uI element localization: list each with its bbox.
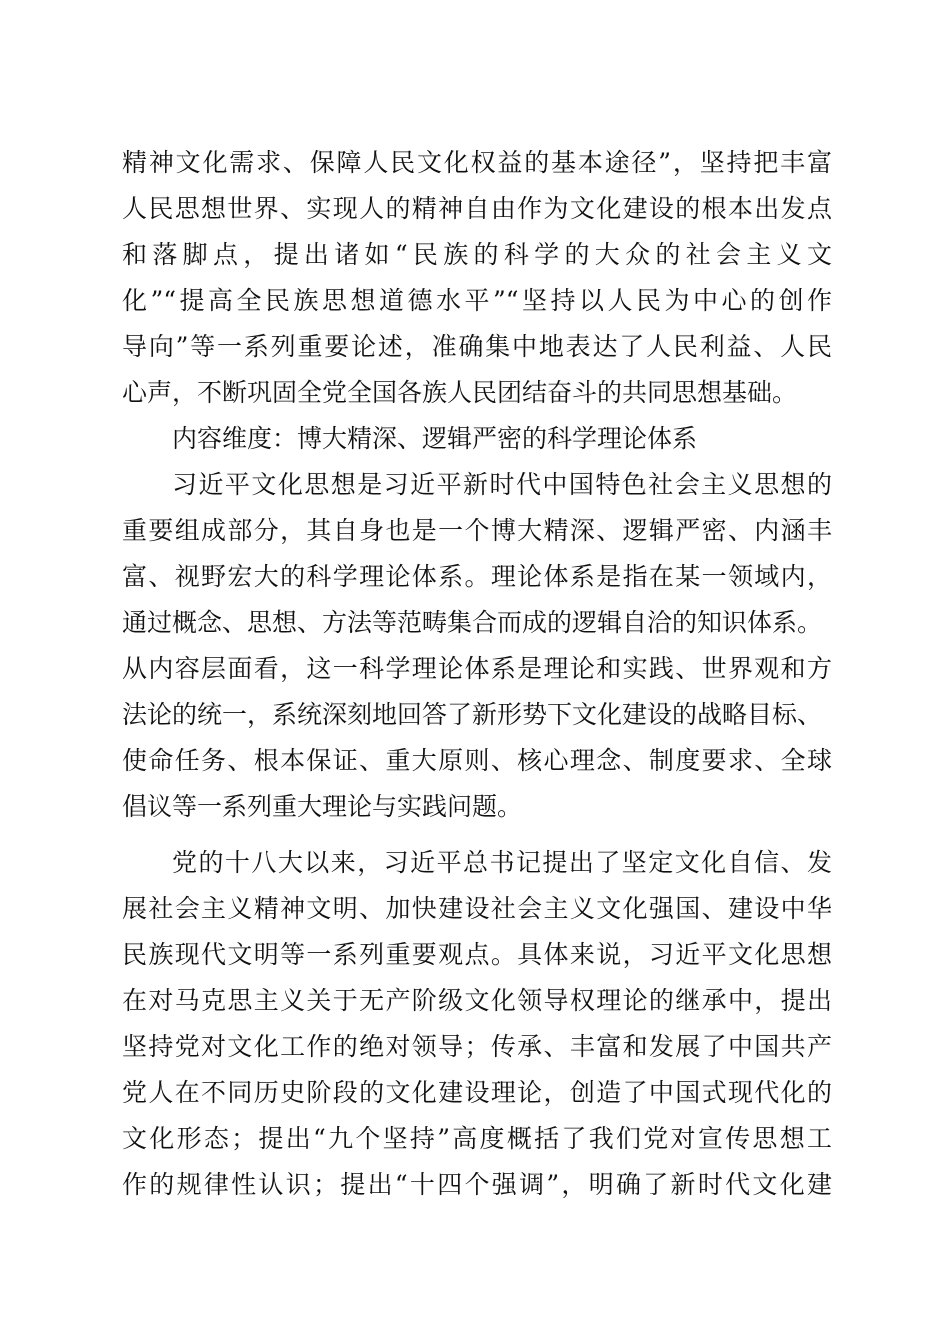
document-body [122,140,832,1208]
section-heading: 内容维度：博大精深、逻辑严密的科学理论体系 [172,424,698,453]
paragraph-2-line-3: 富、视野宏大的科学理论体系。理论体系是指在某一领域内， [122,562,832,591]
paragraph-3-line-2: 展社会主义精神文明、加快建设社会主义文化强国、建设中华 [122,894,832,923]
paragraph-3-line-7: 文化形态；提出“九个坚持”高度概括了我们党对宣传思想工 [122,1124,832,1153]
paragraph-3-line-5: 坚持党对文化工作的绝对领导；传承、丰富和发展了中国共产 [122,1032,832,1061]
paragraph-2-line-5: 从内容层面看，这一科学理论体系是理论和实践、世界观和方 [122,654,832,683]
paragraph-2-line-6: 法论的统一，系统深刻地回答了新形势下文化建设的战略目标、 [122,700,823,729]
paragraph-3-line-4: 在对马克思主义关于无产阶级文化领导权理论的继承中，提出 [122,986,832,1015]
paragraph-3-line-6: 党人在不同历史阶段的文化建设理论，创造了中国式现代化的 [122,1078,832,1107]
paragraph-2-line-4: 通过概念、思想、方法等范畴集合而成的逻辑自洽的知识体系。 [122,608,823,637]
paragraph-1-line-4: 化”“提高全民族思想道德水平”“坚持以人民为中心的创作 [122,286,832,315]
paragraph-2-line-7: 使命任务、根本保证、重大原则、核心理念、制度要求、全球 [122,746,832,775]
paragraph-2-line-1: 习近平文化思想是习近平新时代中国特色社会主义思想的 [172,470,832,499]
paragraph-1-line-1: 精神文化需求、保障人民文化权益的基本途径”，坚持把丰富 [122,148,832,177]
paragraph-1-line-3: 和落脚点，提出诸如“民族的科学的大众的社会主义文 [122,240,832,269]
paragraph-3-line-3: 民族现代文明等一系列重要观点。具体来说，习近平文化思想 [122,940,832,969]
paragraph-3-line-1: 党的十八大以来，习近平总书记提出了坚定文化自信、发 [172,848,832,877]
paragraph-1-line-6: 心声，不断巩固全党全国各族人民团结奋斗的共同思想基础。 [122,378,798,407]
paragraph-2-line-8: 倡议等一系列重大理论与实践问题。 [122,792,523,821]
paragraph-1-line-2: 人民思想世界、实现人的精神自由作为文化建设的根本出发点 [122,194,832,223]
paragraph-3-line-8: 作的规律性认识；提出“十四个强调”，明确了新时代文化建 [122,1170,832,1199]
paragraph-2-line-2: 重要组成部分，其自身也是一个博大精深、逻辑严密、内涵丰 [122,516,832,545]
paragraph-1-line-5: 导向”等一系列重要论述，准确集中地表达了人民利益、人民 [122,332,832,361]
